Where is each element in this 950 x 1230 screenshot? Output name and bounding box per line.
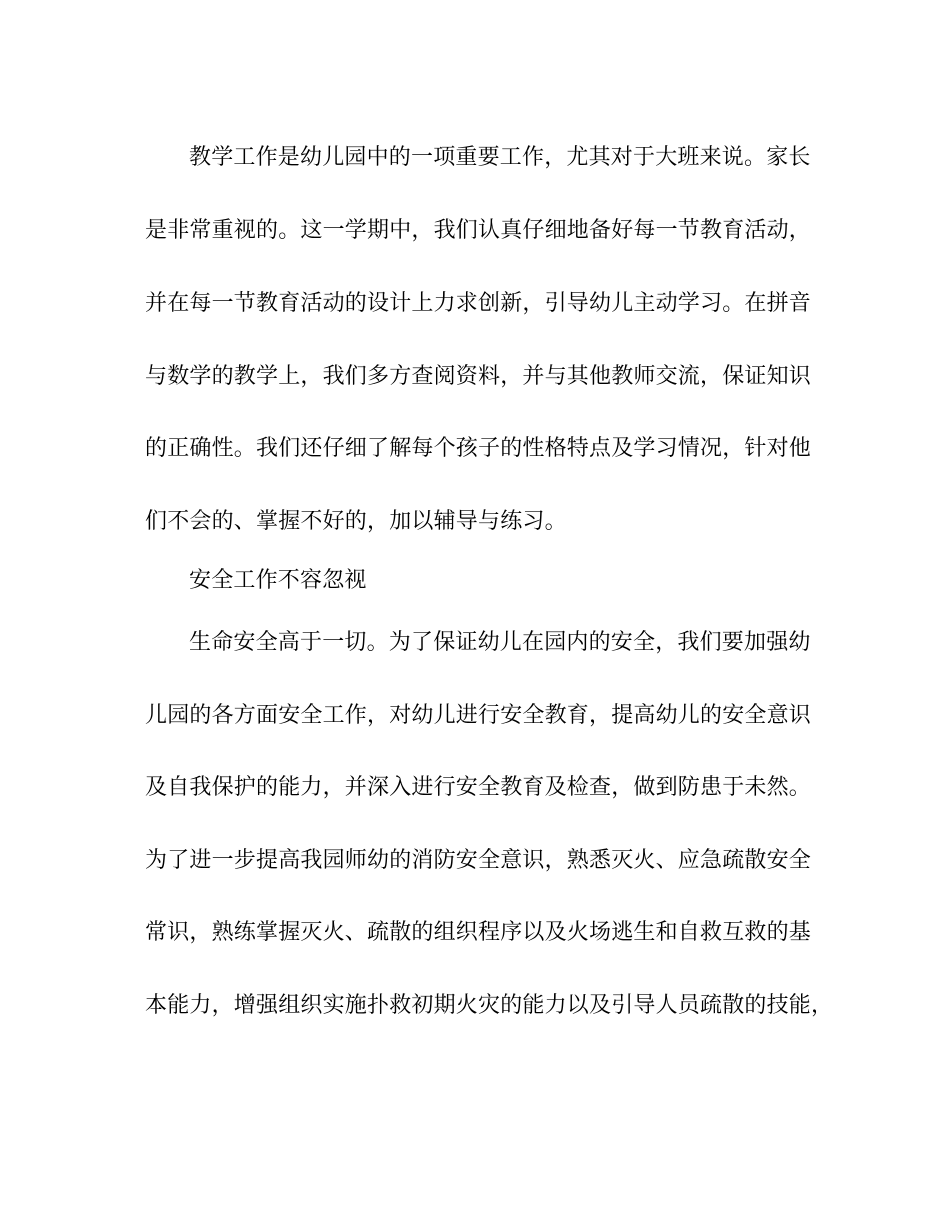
paragraph-line-4: 与数学的教学上，我们多方查阅资料，并与其他教师交流，保证知识 xyxy=(145,364,812,389)
paragraph-line-7: 生命安全高于一切。为了保证幼儿在园内的安全，我们要加强幼 xyxy=(189,630,811,655)
paragraph-line-3: 并在每一节教育活动的设计上力求创新，引导幼儿主动学习。在拼音 xyxy=(145,291,812,316)
paragraph-line-5: 的正确性。我们还仔细了解每个孩子的性格特点及学习情况，针对他 xyxy=(145,436,812,461)
paragraph-line-8: 儿园的各方面安全工作，对幼儿进行安全教育，提高幼儿的安全意识 xyxy=(145,703,812,728)
paragraph-line-12: 本能力，增强组织实施扑救初期火灾的能力以及引导人员疏散的技能， xyxy=(145,993,834,1018)
paragraph-line-10: 为了进一步提高我园师幼的消防安全意识，熟悉灭火、应急疏散安全 xyxy=(145,848,812,873)
paragraph-line-6: 们不会的、掌握不好的，加以辅导与练习。 xyxy=(145,509,567,534)
section-heading: 安全工作不容忽视 xyxy=(189,568,367,593)
paragraph-line-9: 及自我保护的能力，并深入进行安全教育及检查，做到防患于未然。 xyxy=(145,775,812,800)
paragraph-line-1: 教学工作是幼儿园中的一项重要工作，尤其对于大班来说。家长 xyxy=(189,145,811,170)
paragraph-line-11: 常识，熟练掌握灭火、疏散的组织程序以及火场逃生和自救互救的基 xyxy=(145,920,812,945)
paragraph-line-2: 是非常重视的。这一学期中，我们认真仔细地备好每一节教育活动， xyxy=(145,218,812,243)
